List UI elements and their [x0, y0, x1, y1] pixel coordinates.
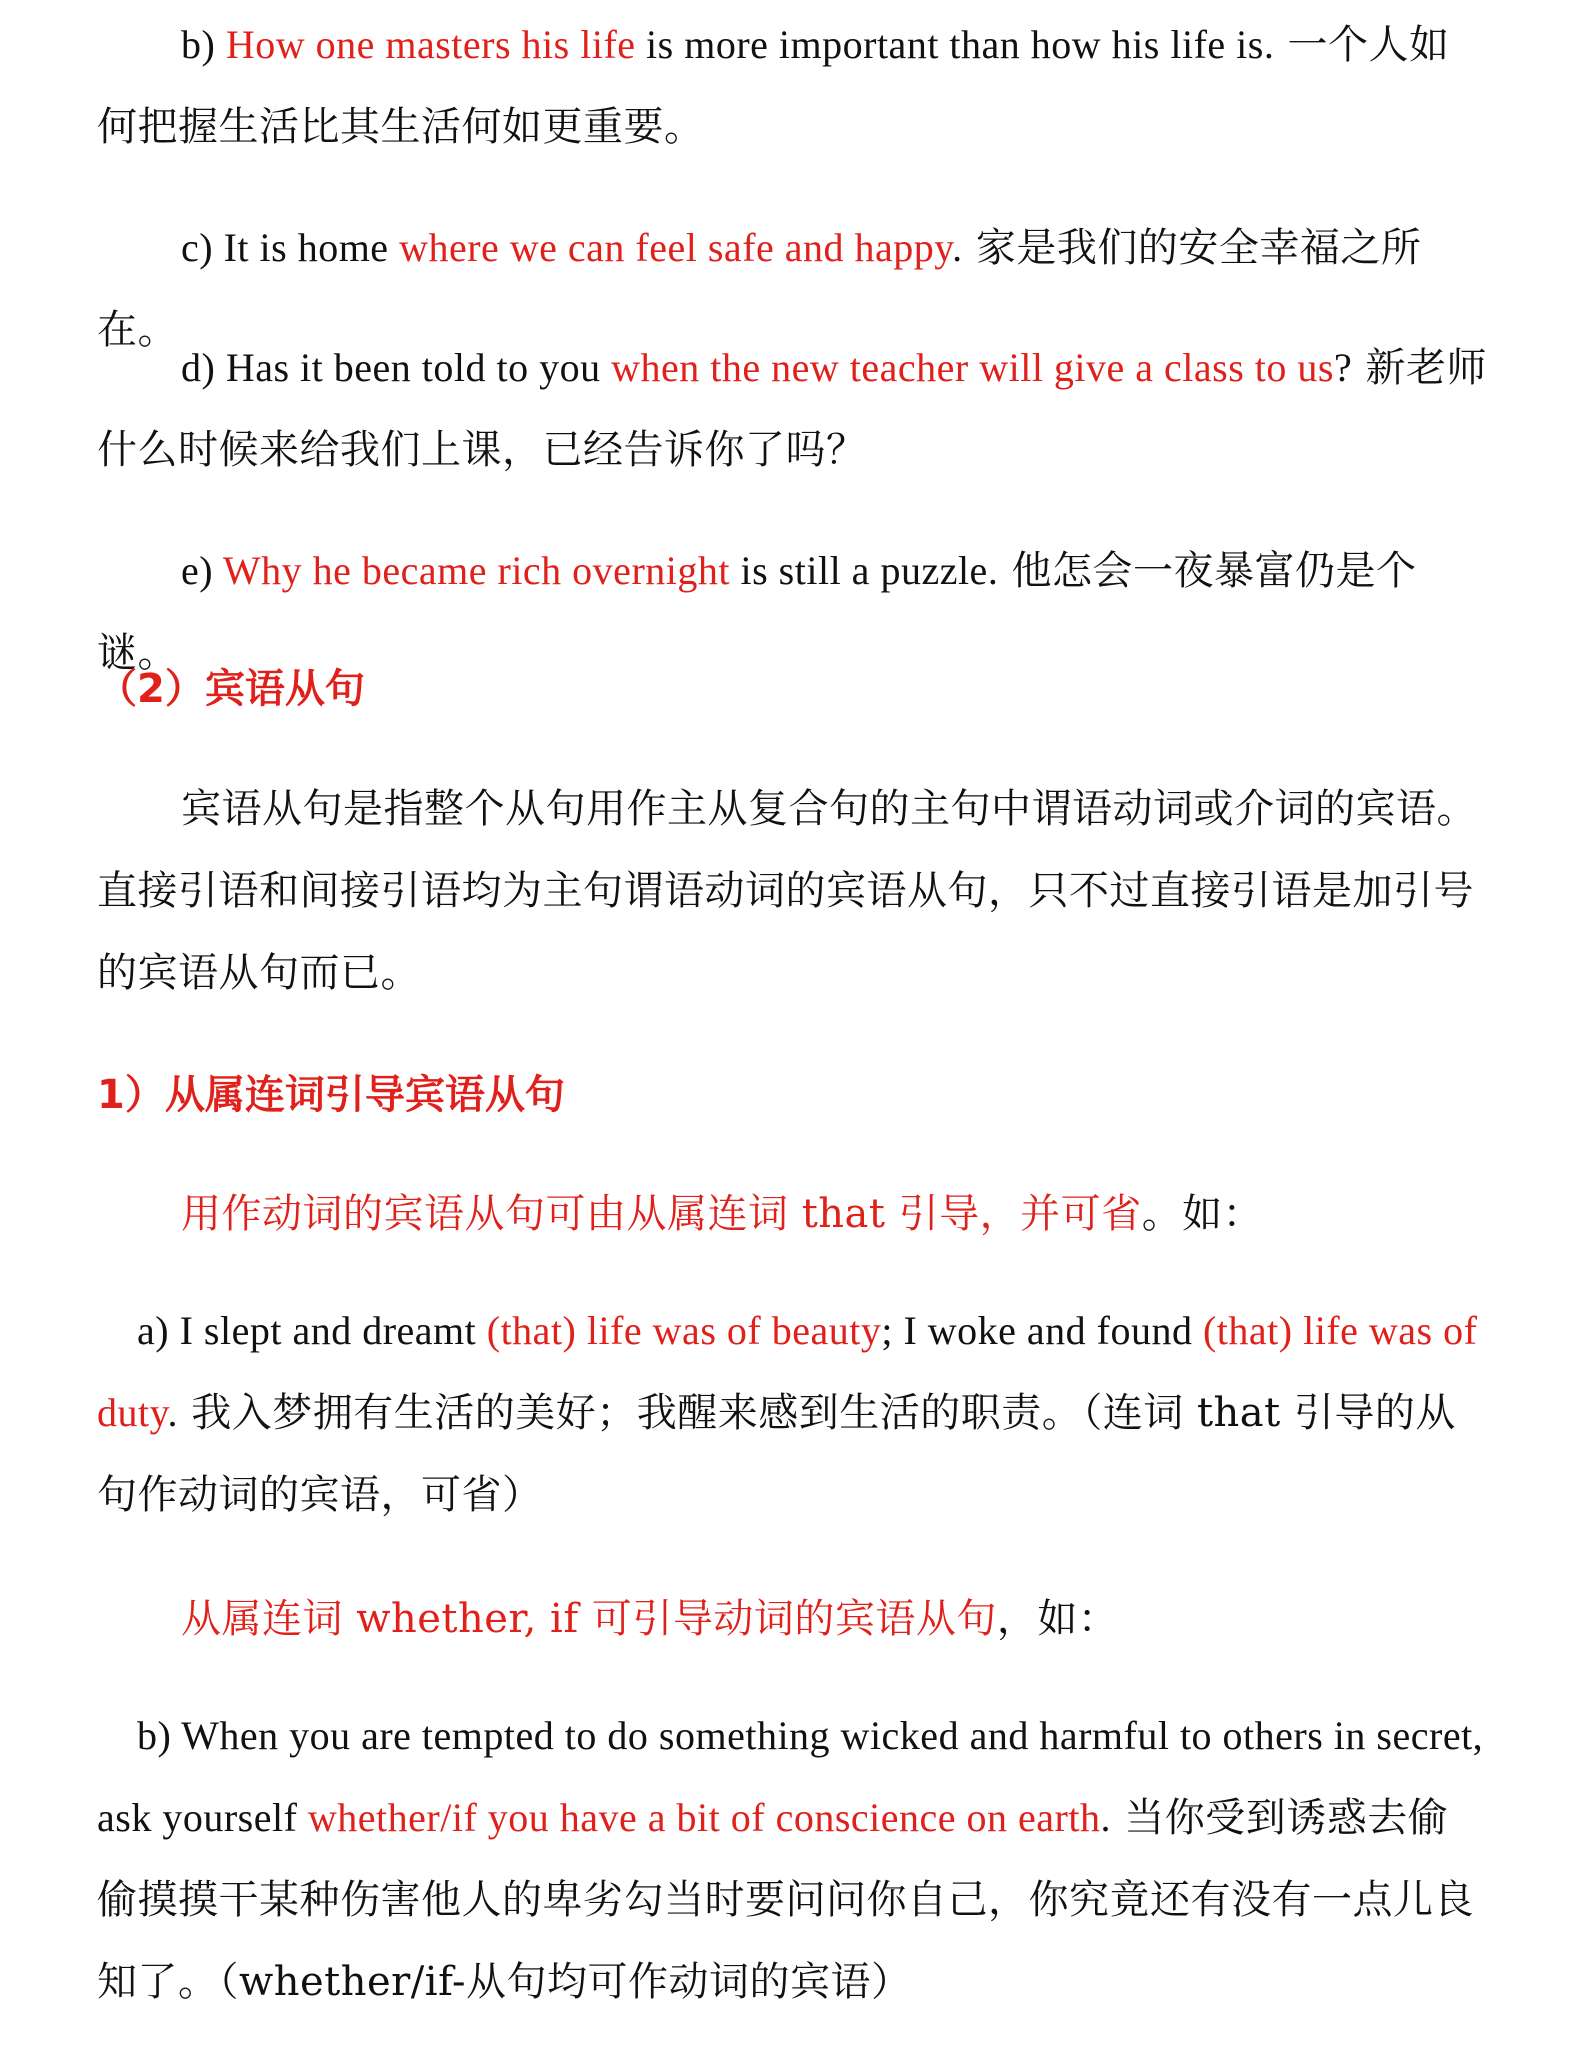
example-d	[97, 327, 1487, 491]
example-e-translation: 他怎会一夜暴富仍是个谜。	[97, 548, 1417, 676]
example-a-middle: ; I woke and found	[881, 1308, 1203, 1353]
subsection-heading: 1）从属连词引导宾语从句	[97, 1072, 565, 1118]
example-b2-clause: whether/if you have a bit of conscience on earth	[307, 1795, 1101, 1840]
section-description: 宾语从句是指整个从句用作主从复合句的主句中谓语动词或介词的宾语。直接引语和间接引语均为主句谓语动词的宾语从句，只不过直接引语是加引号的宾语从句而已。	[97, 786, 1477, 996]
example-e-prefix: e)	[181, 548, 223, 593]
example-b-clause: How one masters his life	[225, 22, 636, 67]
example-b	[97, 4, 1487, 168]
section-heading-object-clause: （2）宾语从句	[97, 666, 365, 712]
example-a-clause-2: (that) life was of duty	[97, 1308, 1478, 1435]
example-c-clause: where we can feel safe and happy	[399, 225, 953, 270]
example-d-translation: 新老师什么时候来给我们上课，已经告诉你了吗？	[97, 345, 1487, 473]
rule-that-suffix: 。如：	[1141, 1191, 1264, 1237]
example-a-clause-1: (that) life was of beauty	[486, 1308, 882, 1353]
example-a-end: .	[167, 1390, 179, 1435]
example-e-rest: is still a puzzle.	[729, 548, 999, 593]
example-b2	[97, 1695, 1487, 2023]
rule-that-text: 用作动词的宾语从句可由从属连词 that 引导，并可省	[181, 1191, 1142, 1237]
example-a-translation: 我入梦拥有生活的美好；我醒来感到生活的职责。（连词 that 引导的从句作动词的宾语，可省）	[97, 1390, 1456, 1518]
example-d-rest: ?	[1334, 345, 1353, 390]
example-b-translation: 一个人如何把握生活比其生活何如更重要。	[97, 22, 1450, 150]
rule-that	[97, 1173, 1487, 1255]
example-d-clause: when the new teacher will give a class to us	[611, 345, 1334, 390]
rule-whether-if-suffix: ，如：	[996, 1596, 1119, 1642]
example-e-clause: Why he became rich overnight	[222, 548, 730, 593]
example-b2-prefix: b) When you are tempted to do something wicked and harmful to others in secret, ask yourself	[97, 1713, 1484, 1840]
example-b2-end: .	[1100, 1795, 1111, 1840]
example-a	[97, 1290, 1487, 1536]
example-c-translation: 家是我们的安全幸福之所在。	[97, 225, 1422, 353]
example-b2-translation: 当你受到诱惑去偷偷摸摸干某种伤害他人的卑劣勾当时要问问你自己，你究竟还有没有一点儿良知了。（whether/if-从句均可作动词的宾语）	[97, 1795, 1474, 2005]
example-b-rest: is more important than how his life is.	[635, 22, 1275, 67]
example-a-prefix: a) I slept and dreamt	[137, 1308, 487, 1353]
rule-whether-if-text: 从属连词 whether, if 可引导动词的宾语从句	[181, 1596, 997, 1642]
example-b-prefix: b)	[181, 22, 226, 67]
example-d-prefix: d) Has it been told to you	[181, 345, 612, 390]
example-c-rest: .	[952, 225, 963, 270]
rule-whether-if	[97, 1578, 1487, 1660]
example-c-prefix: c) It is home	[181, 225, 400, 270]
